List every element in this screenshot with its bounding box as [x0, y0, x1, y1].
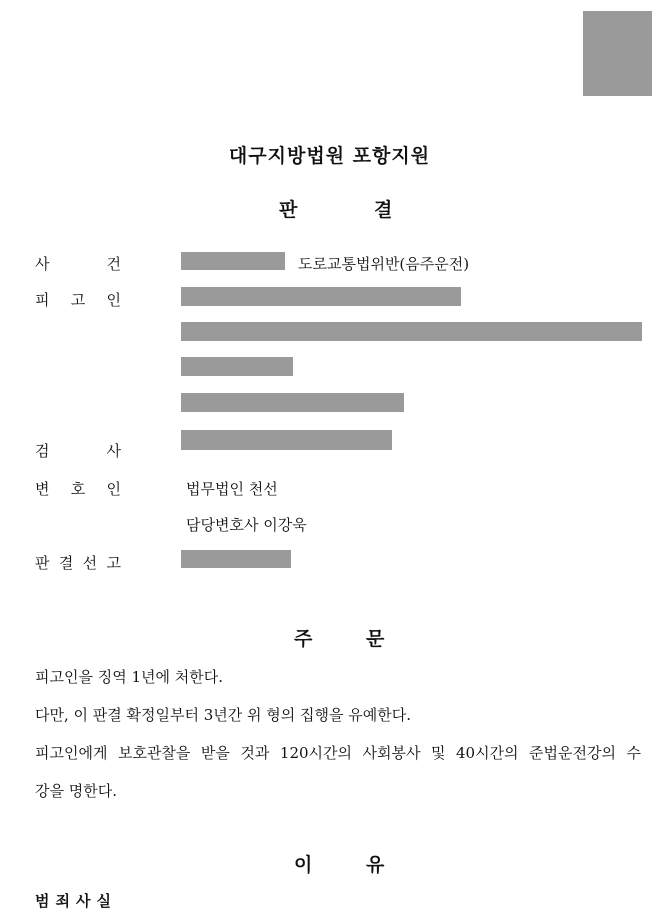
redacted-case-number: [181, 252, 285, 270]
order-heading-right: 문: [366, 628, 385, 650]
order-line-2: 다만, 이 판결 확정일부터 3년간 위 형의 집행을 유예한다.: [35, 706, 412, 724]
redacted-defendant-line-4: [181, 393, 404, 412]
counsel-lawyer: 담당변호사 이강욱: [186, 516, 307, 534]
redacted-defendant-line-3: [181, 357, 293, 376]
redacted-prosecutor: [181, 430, 392, 450]
case-name: 도로교통법위반(음주운전): [298, 255, 470, 273]
order-line-4: 강을 명한다.: [35, 782, 117, 800]
order-line-3: 피고인에게 보호관찰을 받을 것과 120시간의 사회봉사 및 40시간의 준법운전강의 수: [35, 744, 641, 762]
counsel-firm: 법무법인 천선: [186, 480, 278, 498]
sentencing-label: 판 결 선 고: [35, 554, 121, 572]
doc-title-left: 판: [279, 199, 298, 221]
redacted-defendant-line-1: [181, 287, 461, 306]
criminal-facts-heading: 범죄사실: [35, 892, 117, 910]
prosecutor-label: 검 사: [35, 442, 121, 460]
redacted-stamp: [583, 11, 652, 96]
reason-heading-right: 유: [366, 854, 385, 876]
court-name: 대구지방법원 포항지원: [228, 145, 431, 167]
doc-title-right: 결: [374, 199, 393, 221]
defendant-label: 피 고 인: [35, 291, 121, 309]
case-label: 사 건: [35, 255, 121, 273]
redacted-defendant-line-2: [181, 322, 642, 341]
redacted-sentencing-date: [181, 550, 291, 568]
order-heading-left: 주: [294, 628, 313, 650]
reason-heading-left: 이: [294, 854, 313, 876]
counsel-label: 변 호 인: [35, 480, 121, 498]
order-line-1: 피고인을 징역 1년에 처한다.: [35, 668, 224, 686]
